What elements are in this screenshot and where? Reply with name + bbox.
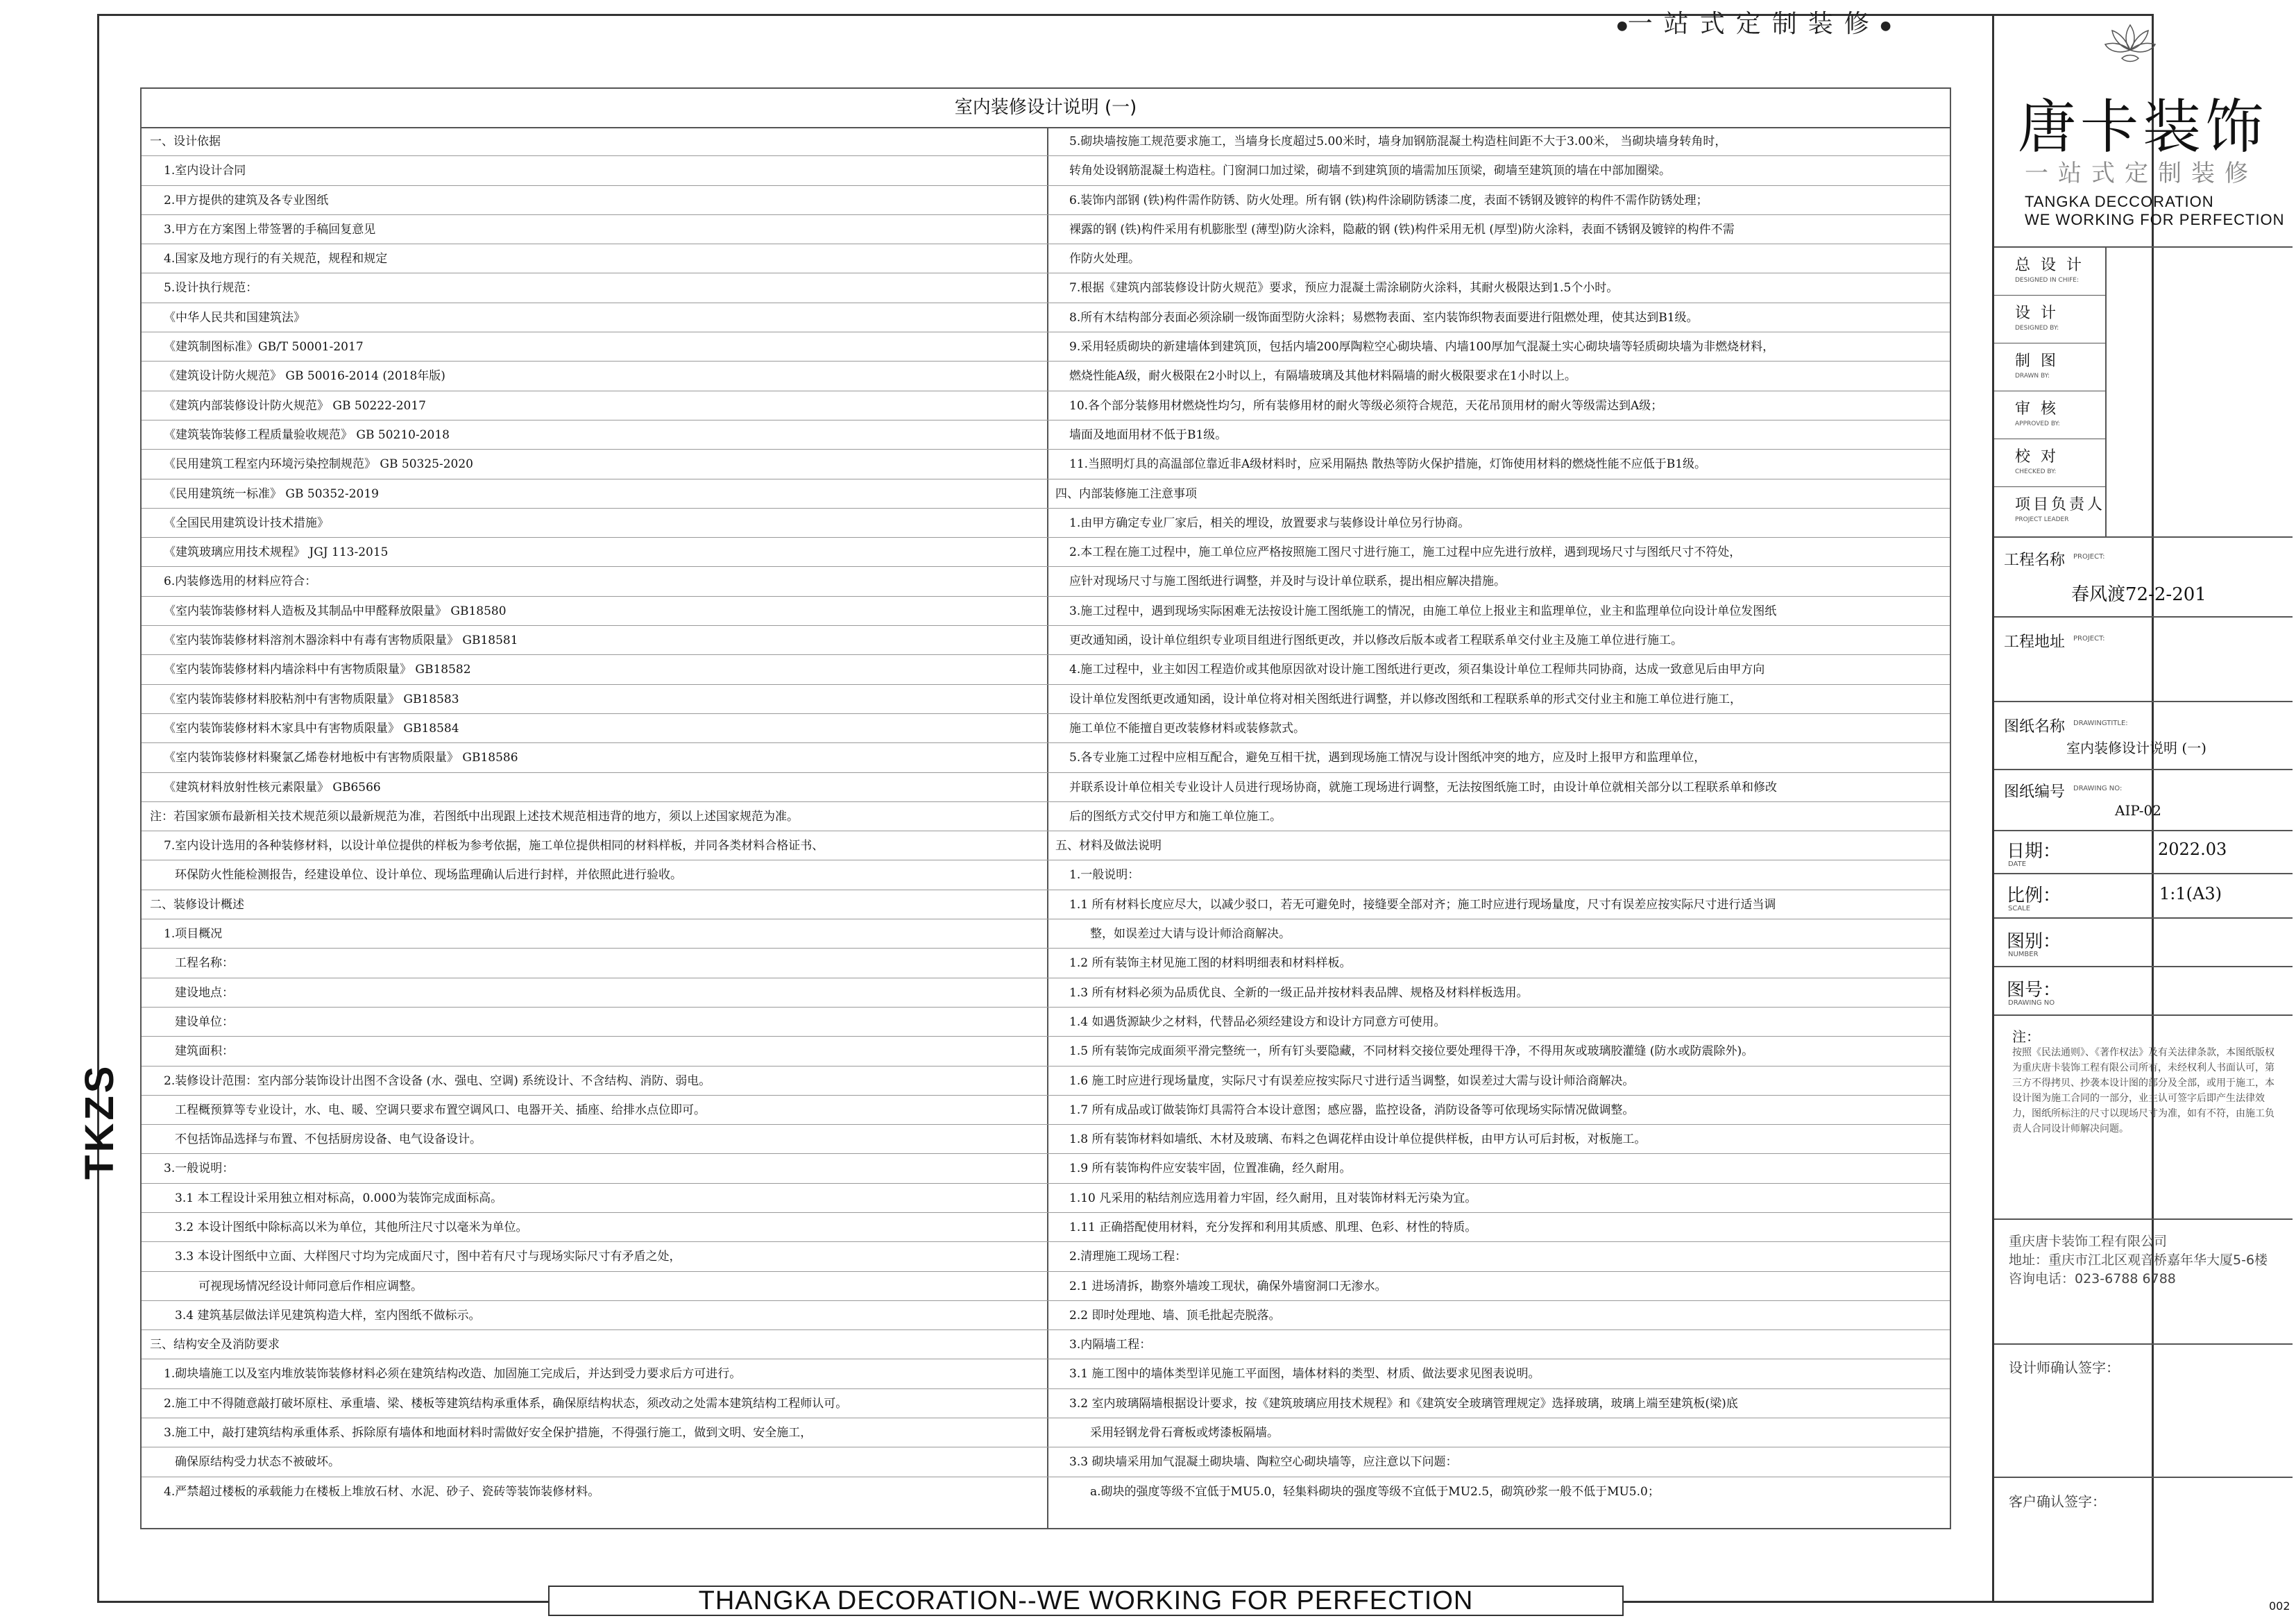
project-address-label: 工程地址: [2004, 634, 2066, 651]
right-note-row: 并联系设计单位相关专业设计人员进行现场协商，就施工现场进行调整，无法按图纸施工时，由设计单位就相关部分以工程联系单和修改: [1047, 773, 1950, 802]
date-value: 2022.03: [2158, 840, 2227, 859]
left-note-row: 1.项目概况: [142, 919, 1047, 949]
right-note-row: 设计单位发图纸更改通知函，设计单位将对相关图纸进行调整，并以修改图纸和工程联系单的形式交付业主和施工单位进行施工，: [1047, 685, 1950, 714]
drawing-no-en-label: DRAWING NO:: [2073, 785, 2123, 792]
left-note-row: 《室内装饰装修材料木家具中有害物质限量》 GB18584: [142, 714, 1047, 743]
right-note-row: 2.清理施工现场工程：: [1047, 1242, 1950, 1271]
right-note-row: 燃烧性能A级，耐火极限在2小时以上，有隔墙玻璃及其他材料隔墙的耐火极限要求在1小时以上。: [1047, 362, 1950, 391]
divider-line: [1994, 873, 2293, 874]
left-note-row: 建筑面积：: [142, 1037, 1047, 1066]
right-note-row: 1.由甲方确定专业厂家后，相关的埋设，放置要求与装修设计单位另行协商。: [1047, 509, 1950, 538]
sign-row-label: 制 图: [2015, 352, 2059, 370]
right-note-row: 5.砌块墙按施工规范要求施工，当墙身长度超过5.00米时，墙身加钢筋混凝土构造柱间距不大于3.00米， 当砌块墙身转角时，: [1047, 127, 1950, 156]
right-note-row: 3.3 砌块墙采用加气混凝土砌块墙、陶粒空心砌块墙等，应注意以下问题：: [1047, 1447, 1950, 1477]
right-note-row: 1.9 所有装饰构件应安装牢固，位置准确，经久耐用。: [1047, 1154, 1950, 1183]
left-note-row: 《建筑制图标准》GB/T 50001-2017: [142, 332, 1047, 362]
right-note-row: 应针对现场尺寸与施工图纸进行调整，并及时与设计单位联系，提出相应解决措施。: [1047, 567, 1950, 596]
right-note-row: 整，如误差过大请与设计师洽商解决。: [1047, 919, 1950, 949]
right-note-row: 6.装饰内部钢 (铁)构件需作防锈、防火处理。所有钢 (铁)构件涂刷防锈漆二度，表面不锈钢及镀锌的构件不需作防锈处理；: [1047, 186, 1950, 215]
right-note-row: 1.11 正确搭配使用材料，充分发挥和利用其质感、肌理、色彩、材性的特质。: [1047, 1213, 1950, 1242]
right-note-row: 更改通知函，设计单位组织专业项目组进行图纸更改，并以修改后版本或者工程联系单交付业主及施工单位进行施工。: [1047, 626, 1950, 655]
right-note-row: 裸露的钢 (铁)构件采用有机膨胀型 (薄型)防火涂料，隐蔽的钢 (铁)构件采用无机 (厚型)防火涂料，表面不锈钢及镀锌的构件不需: [1047, 215, 1950, 244]
right-note-row: 3.施工过程中，遇到现场实际困难无法按设计施工图纸施工的情况，由施工单位上报业主和监理单位，业主和监理单位向设计单位发图纸: [1047, 597, 1950, 626]
left-note-row: 3.2 本设计图纸中除标高以米为单位，其他所注尺寸以毫米为单位。: [142, 1213, 1047, 1242]
brand-en-slogan: WE WORKING FOR PERFECTION: [2025, 211, 2285, 228]
drawing-no-label: 图纸编号: [2004, 783, 2066, 801]
divider-line: [1994, 1343, 2293, 1345]
left-note-row: 《室内装饰装修材料聚氯乙烯卷材地板中有害物质限量》 GB18586: [142, 743, 1047, 772]
left-note-row: 4.严禁超过楼板的承载能力在楼板上堆放石材、水泥、砂子、瓷砖等装饰装修材料。: [164, 1484, 600, 1499]
company-name: 重庆唐卡装饰工程有限公司: [2009, 1234, 2168, 1249]
left-note-row: 三、结构安全及消防要求: [142, 1330, 1047, 1359]
left-note-row: 《建筑材料放射性核元素限量》 GB6566: [142, 773, 1047, 802]
divider-line: [1994, 616, 2293, 618]
right-note-row: 1.4 如遇货源缺少之材料，代替品必须经建设方和设计方同意方可使用。: [1047, 1008, 1950, 1037]
sign-row-en-label: DESIGNED BY:: [2015, 325, 2059, 332]
sign-row-chief-designer: [1994, 248, 2105, 296]
left-note-row: 3.施工中，敲打建筑结构承重体系、拆除原有墙体和地面材料时需做好安全保护措施，不得强行施工，做到文明、安全施工，: [142, 1418, 1047, 1447]
left-note-row: 《全国民用建筑设计技术措施》: [142, 509, 1047, 538]
left-note-row: 一、设计依据: [142, 127, 1047, 156]
sign-row-label: 审 核: [2015, 400, 2059, 418]
left-note-row: 二、装修设计概述: [142, 890, 1047, 919]
right-note-row: 施工单位不能擅自更改装修材料或装修款式。: [1047, 714, 1950, 743]
drawing-title-en-label: DRAWINGTITLE:: [2073, 720, 2128, 727]
right-note-row: 10.各个部分装修用材燃烧性均匀，所有装修用材的耐火等级必须符合规范，天花吊顶用材的耐火等级需达到A级；: [1047, 391, 1950, 420]
right-note-row: 1.6 施工时应进行现场量度，实际尺寸有误差应按实际尺寸进行适当调整，如误差过大需与设计师洽商解决。: [1047, 1067, 1950, 1096]
sign-row-en-label: DRAWN BY:: [2015, 373, 2050, 380]
left-note-row: 3.4 建筑基层做法详见建筑构造大样，室内图纸不做标示。: [142, 1301, 1047, 1330]
left-note-row: 4.国家及地方现行的有关规范，规程和规定: [142, 244, 1047, 273]
left-note-row: 3.一般说明：: [142, 1154, 1047, 1183]
left-note-row: 不包括饰品选择与布置、不包括厨房设备、电气设备设计。: [142, 1125, 1047, 1154]
right-note-row: 五、材料及做法说明: [1047, 831, 1950, 860]
divider-line: [1994, 701, 2293, 702]
sign-row-en-label: CHECKED BY:: [2015, 468, 2057, 475]
divider-line: [1994, 769, 2293, 770]
scale-label: 比例：: [2007, 885, 2061, 906]
divider-line: [1994, 917, 2293, 919]
sign-row-en-label: PROJECT LEADER: [2015, 516, 2069, 523]
side-code: TKZS: [77, 1063, 122, 1180]
copyright-note-title: 注：: [2012, 1028, 2040, 1045]
scale-value: 1:1(A3): [2159, 884, 2222, 903]
sign-row-label: 校 对: [2015, 448, 2059, 466]
right-note-row: 1.3 所有材料必须为品质优良、全新的一级正品并按材料表品牌、规格及材料样板选用。: [1047, 978, 1950, 1008]
right-note-row: 4.施工过程中，业主如因工程造价或其他原因欲对设计施工图纸进行更改，须召集设计单位工程师共同协商，达成一致意见后由甲方向: [1047, 655, 1950, 684]
divider-line: [1994, 536, 2293, 538]
left-note-row: 注：若国家颁布最新相关技术规范须以最新规范为准，若图纸中出现跟上述技术规范相违背的地方，须以上述国家规范为准。: [142, 802, 1047, 831]
date-label: 日期：: [2007, 841, 2061, 862]
project-name-value: 春风渡72-2-201: [2071, 584, 2206, 605]
right-note-row: 1.10 凡采用的粘结剂应选用着力牢固，经久耐用，且对装饰材料无污染为宜。: [1047, 1184, 1950, 1213]
right-note-row: 1.2 所有装饰主材见施工图的材料明细表和材料样板。: [1047, 949, 1950, 978]
sign-row-project-leader: [1994, 487, 2105, 535]
right-note-row: 1.5 所有装饰完成面须平滑完整统一，所有钉头要隐藏，不同材料交接位要处理得干净，不得用灰或玻璃胶灌缝 (防水或防震除外)。: [1047, 1037, 1950, 1066]
left-note-row: 建设地点：: [142, 978, 1047, 1008]
company-phone: 咨询电话：023-6788 6788: [2009, 1271, 2176, 1286]
bottom-banner: THANGKA DECORATION--WE WORKING FOR PERFECTION: [548, 1586, 1624, 1616]
left-note-row: 工程名称：: [142, 949, 1047, 978]
divider-line: [1994, 830, 2293, 831]
company-info: [2009, 1232, 2279, 1289]
left-note-row: 可视现场情况经设计师同意后作相应调整。: [142, 1272, 1047, 1301]
left-note-row: 《建筑装饰装修工程质量验收规范》 GB 50210-2018: [142, 420, 1047, 450]
left-note-row: 7.室内设计选用的各种装修材料，以设计单位提供的样板为参考依据，施工单位提供相同的材料样板，并同各类材料合格证书、: [142, 831, 1047, 860]
right-note-row: 2.2 即时处理地、墙、顶毛批起壳脱落。: [1047, 1301, 1950, 1330]
left-note-row: 《室内装饰装修材料人造板及其制品中甲醛释放限量》 GB18580: [142, 597, 1047, 626]
left-note-row: 6.内装修选用的材料应符合：: [142, 567, 1047, 596]
left-note-row: 1.室内设计合同: [142, 156, 1047, 185]
left-column: [142, 127, 1048, 1528]
sign-row-approved-by: [1994, 391, 2105, 439]
sign-row-en-label: APPROVED BY:: [2015, 420, 2060, 427]
client-confirm-label: 客户确认签字：: [2009, 1493, 2106, 1510]
scale-en-label: SCALE: [2008, 905, 2031, 912]
left-note-row: 确保原结构受力状态不被破坏。: [142, 1447, 1047, 1477]
right-note-row: 9.采用轻质砌块的新建墙体到建筑顶，包括内墙200厚陶粒空心砌块墙、内墙100厚加气混凝土实心砌块墙等轻质砌块墙为非燃烧材料，: [1047, 332, 1950, 362]
sign-row-label: 总 设 计: [2015, 257, 2084, 274]
right-note-row: 1.7 所有成品或订做装饰灯具需符合本设计意图；感应器，监控设备，消防设备等可依现场实际情况做调整。: [1047, 1096, 1950, 1125]
company-address: 地址：重庆市江北区观音桥嘉年华大厦5-6楼: [2009, 1252, 2268, 1268]
sign-row-designer: [1994, 296, 2105, 343]
copyright-note-body: 按照《民法通则》、《著作权法》及有关法律条款，本图纸版权为重庆唐卡装饰工程有限公司所有，未经权利人书面认可，第三方不得拷贝、抄袭本设计图的部分及全部，或用于施工，本设计图为施工合同的一部分，业主认可签字后即产生法律效力，图纸所标注的尺寸以现场尺寸为准，如有不符，由施工负责人合同设计师解决问题。: [2012, 1047, 2274, 1135]
divider-line: [1994, 1477, 2293, 1478]
left-note-row: 《室内装饰装修材料内墙涂料中有害物质限量》 GB18582: [142, 655, 1047, 684]
left-note-row: 3.甲方在方案图上带签署的手稿回复意见: [142, 215, 1047, 244]
sign-row-label: 项目负责人: [2015, 496, 2106, 513]
date-en-label: DATE: [2008, 860, 2027, 868]
right-note-row: 后的图纸方式交付甲方和施工单位施工。: [1047, 802, 1950, 831]
drawing-title-label: 图纸名称: [2004, 718, 2066, 736]
right-note-row: 8.所有木结构部分表面必须涂刷一级饰面型防火涂料；易燃物表面、室内装饰织物表面要进行阻燃处理，使其达到B1级。: [1047, 303, 1950, 332]
page-number: 002: [2269, 1599, 2290, 1613]
left-note-row: 《民用建筑统一标准》 GB 50352-2019: [142, 479, 1047, 509]
left-note-row: 2.施工中不得随意敲打破坏原柱、承重墙、梁、楼板等建筑结构承重体系，确保原结构状态，须改动之处需本建筑结构工程师认可。: [142, 1389, 1047, 1418]
left-note-row: 1.砌块墙施工以及室内堆放装饰装修材料必须在建筑结构改造、加固施工完成后，并达到受力要求后方可进行。: [142, 1359, 1047, 1388]
right-note-row: 1.一般说明：: [1047, 860, 1950, 890]
right-note-row: 7.根据《建筑内部装修设计防火规范》要求，预应力混凝土需涂刷防火涂料，其耐火极限达到1.5个小时。: [1047, 273, 1950, 303]
divider-line: [1994, 1218, 2293, 1220]
left-note-row: 5.设计执行规范：: [142, 273, 1047, 303]
sign-row-label: 设 计: [2015, 305, 2059, 322]
right-note-row: 3.1 施工图中的墙体类型详见施工平面图，墙体材料的类型、材质、做法要求见图表说明。: [1047, 1359, 1950, 1388]
design-notes-table: [140, 87, 1951, 1529]
left-note-row: 《建筑设计防火规范》 GB 50016-2014 (2018年版): [142, 362, 1047, 391]
sign-row-checked-by: [1994, 439, 2105, 487]
right-note-row: a.砌块的强度等级不宜低于MU5.0，轻集料砌块的强度等级不宜低于MU2.5，砌筑砂浆一般不低于MU5.0；: [1090, 1484, 1660, 1499]
drawing-index-en-label: DRAWING NO: [2008, 999, 2055, 1007]
drawing-index-label: 图号：: [2007, 980, 2061, 1001]
sign-row-en-label: DESIGNED IN CHIFE:: [2015, 277, 2080, 284]
left-note-row: 2.甲方提供的建筑及各专业图纸: [142, 186, 1047, 215]
right-note-row: 3.内隔墙工程：: [1047, 1330, 1950, 1359]
brand-slogan: 一站式定制装修: [2025, 160, 2258, 187]
top-slogan: ●一站式定制装修●: [1617, 10, 1891, 38]
designer-confirm-label: 设计师确认签字：: [2009, 1359, 2120, 1376]
sign-row-drawn-by: [1994, 343, 2105, 391]
right-note-row: 1.1 所有材料长度应尽大，以减少驳口，若无可避免时，接缝要全部对齐；施工时应进行现场量度，尺寸有误差应按实际尺寸进行适当调: [1047, 890, 1950, 919]
left-note-row: 《建筑内部装修设计防火规范》 GB 50222-2017: [142, 391, 1047, 420]
left-note-row: 《室内装饰装修材料胶粘剂中有害物质限量》 GB18583: [142, 685, 1047, 714]
divider-line: [1994, 966, 2293, 967]
left-note-row: 2.装修设计范围：室内部分装饰设计出图不含设备 (水、强电、空调) 系统设计、不含结构、消防、弱电。: [142, 1067, 1047, 1096]
drawing-category-en-label: NUMBER: [2008, 951, 2039, 958]
right-note-row: 3.2 室内玻璃隔墙根据设计要求，按《建筑玻璃应用技术规程》和《建筑安全玻璃管理规定》选择玻璃，玻璃上端至建筑板(梁)底: [1047, 1389, 1950, 1418]
drawing-category-label: 图别：: [2007, 931, 2061, 952]
left-note-row: 《建筑玻璃应用技术规程》 JGJ 113-2015: [142, 538, 1047, 567]
right-note-row: 1.8 所有装饰材料如墙纸、木材及玻璃、布料之色调花样由设计单位提供样板，由甲方认可后封板，对板施工。: [1047, 1125, 1950, 1154]
right-note-row: 5.各专业施工过程中应相互配合，避免互相干扰，遇到现场施工情况与设计图纸冲突的地方，应及时上报甲方和监理单位，: [1047, 743, 1950, 772]
right-note-row: 作防火处理。: [1047, 244, 1950, 273]
document-title: 室内装修设计说明 (一): [142, 89, 1950, 128]
right-note-row: 2.本工程在施工过程中，施工单位应严格按照施工图尺寸进行施工，施工过程中应先进行放样，遇到现场尺寸与图纸尺寸不符处，: [1047, 538, 1950, 567]
left-note-row: 3.3 本设计图纸中立面、大样图尺寸均为完成面尺寸，图中若有尺寸与现场实际尺寸有矛盾之处，: [142, 1242, 1047, 1271]
left-note-row: 建设单位：: [142, 1008, 1047, 1037]
lotus-logo-icon: [2102, 19, 2158, 68]
project-name-en-label: PROJECT:: [2073, 553, 2105, 561]
left-note-row: 《民用建筑工程室内环境污染控制规范》 GB 50325-2020: [142, 450, 1047, 479]
right-column: [1047, 127, 1950, 1528]
left-note-row: 《中华人民共和国建筑法》: [142, 303, 1047, 332]
divider-line: [1994, 1014, 2293, 1016]
brand-name: 唐卡装饰: [2018, 93, 2268, 161]
right-note-row: 11.当照明灯具的高温部位靠近非A级材料时，应采用隔热 散热等防火保护措施，灯饰使用材料的燃烧性能不应低于B1级。: [1047, 450, 1950, 479]
right-note-row: 四、内部装修施工注意事项: [1047, 479, 1950, 509]
right-note-row: 墙面及地面用材不低于B1级。: [1047, 420, 1950, 450]
right-note-row: 转角处设钢筋混凝土构造柱。门窗洞口加过梁，砌墙不到建筑顶的墙需加压顶梁，砌墙至建筑顶的墙在中部加圈梁。: [1047, 156, 1950, 185]
project-name-label: 工程名称: [2004, 552, 2066, 569]
brand-en-name: TANGKA DECCORATION: [2025, 193, 2214, 210]
right-note-row: 2.1 进场清拆，勘察外墙竣工现状，确保外墙窗洞口无渗水。: [1047, 1272, 1950, 1301]
right-note-row: 采用轻钢龙骨石膏板或烤漆板隔墙。: [1047, 1418, 1950, 1447]
left-note-row: 《室内装饰装修材料溶剂木器涂料中有毒有害物质限量》 GB18581: [142, 626, 1047, 655]
project-address-en-label: PROJECT:: [2073, 635, 2105, 643]
left-note-row: 工程概预算等专业设计，水、电、暖、空调只要求布置空调风口、电器开关、插座、给排水点位即可。: [142, 1096, 1047, 1125]
drawing-title-value: 室内装修设计说明 (一): [2066, 740, 2206, 756]
left-note-row: 3.1 本工程设计采用独立相对标高，0.000为装饰完成面标高。: [142, 1184, 1047, 1213]
left-note-row: 环保防火性能检测报告，经建设单位、设计单位、现场监理确认后进行封样，并依照此进行验收。: [142, 860, 1047, 890]
drawing-no-value: AIP-02: [2115, 802, 2161, 819]
